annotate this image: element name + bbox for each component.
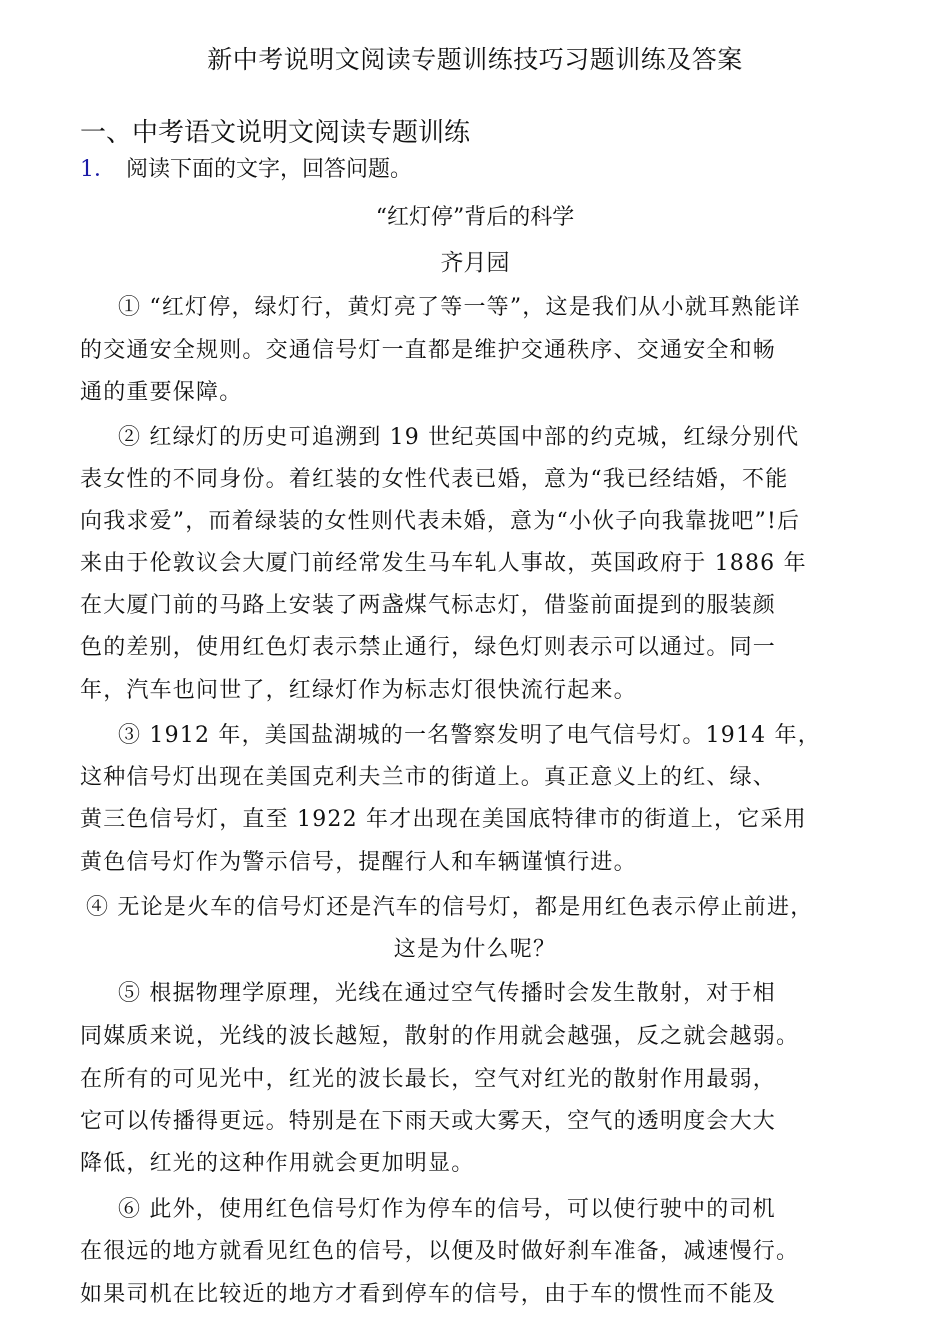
question-number: 1． <box>80 157 116 182</box>
article-author: 齐月园 <box>440 250 510 276</box>
document-title: 新中考说明文阅读专题训练技巧习题训练及答案 <box>207 45 743 74</box>
text-line: 在大厦门前的马路上安装了两盏煤气标志灯，借鉴前面提到的服装颜 <box>80 593 777 618</box>
section-heading: 一、中考语文说明文阅读专题训练 <box>80 118 471 148</box>
text-line: ① “红灯停，绿灯行，黄灯亮了等一等”，这是我们从小就耳熟能详 <box>118 295 801 320</box>
text-line: ③ 1912 年，美国盐湖城的一名警察发明了电气信号灯。1914 年， <box>118 723 821 748</box>
text-line: 这种信号灯出现在美国克利夫兰市的街道上。真正意义上的红、绿、 <box>80 765 777 790</box>
text-line: 色的差别，使用红色灯表示禁止通行，绿色灯则表示可以通过。同一 <box>80 635 777 660</box>
text-line: 通的重要保障。 <box>80 380 243 405</box>
question-prompt: 阅读下面的文字，回答问题。 <box>126 157 413 182</box>
text-line: ⑥ 此外，使用红色信号灯作为停车的信号，可以使行驶中的司机 <box>118 1197 776 1222</box>
text-line: 这是为什么呢？ <box>393 937 557 962</box>
text-line: 在很远的地方就看见红色的信号，以便及时做好刹车准备，减速慢行。 <box>80 1239 800 1264</box>
text-line: 黄三色信号灯，直至 1922 年才出现在美国底特律市的街道上，它采用 <box>80 807 807 832</box>
text-line: 黄色信号灯作为警示信号，提醒行人和车辆谨慎行进。 <box>80 850 637 875</box>
text-line: ② 红绿灯的历史可追溯到 19 世纪英国中部的约克城，红绿分别代 <box>118 425 800 450</box>
text-line: 的交通安全规则。交通信号灯一直都是维护交通秩序、交通安全和畅 <box>80 338 777 363</box>
text-line: 年，汽车也问世了，红绿灯作为标志灯很快流行起来。 <box>80 678 637 703</box>
question-prompt-row <box>80 152 412 183</box>
text-line: 同媒质来说，光线的波长越短，散射的作用就会越强，反之就会越弱。 <box>80 1024 800 1049</box>
text-line: 在所有的可见光中，红光的波长最长，空气对红光的散射作用最弱， <box>80 1067 777 1092</box>
text-line: 如果司机在比较近的地方才看到停车的信号，由于车的惯性而不能及 <box>80 1282 777 1307</box>
text-line: ④ 无论是火车的信号灯还是汽车的信号灯，都是用红色表示停止前进， <box>86 895 814 920</box>
text-line: 它可以传播得更远。特别是在下雨天或大雾天，空气的透明度会大大 <box>80 1109 777 1134</box>
text-line: 降低，红光的这种作用就会更加明显。 <box>80 1151 475 1176</box>
text-line: 表女性的不同身份。着红装的女性代表已婚，意为“我已经结婚，不能 <box>80 467 789 492</box>
text-line: 向我求爱”，而着绿装的女性则代表未婚，意为“小伙子向我靠拢吧”!后 <box>80 509 801 534</box>
text-line: 来由于伦敦议会大厦门前经常发生马车轧人事故，英国政府于 1886 年 <box>80 551 807 576</box>
text-line: ⑤ 根据物理学原理，光线在通过空气传播时会发生散射，对于相 <box>118 981 776 1006</box>
article-title: “红灯停”背后的科学 <box>375 205 575 230</box>
